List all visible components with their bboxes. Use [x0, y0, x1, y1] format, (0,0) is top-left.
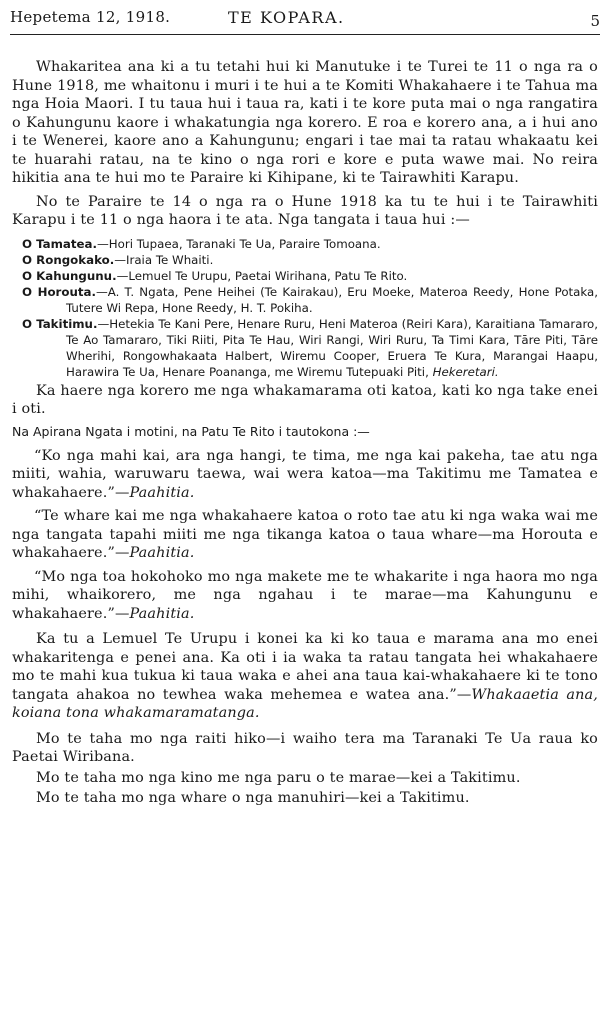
group-name: O Horouta.	[22, 284, 96, 299]
resolution-food	[12, 447, 598, 503]
group-members: —Hori Tupaea, Taranaki Te Ua, Paraire Tomoana.	[96, 236, 381, 251]
attendee-list	[12, 236, 598, 380]
attendee-group	[22, 316, 598, 380]
attendee-group	[22, 284, 598, 316]
clarification-status: Whakaaetia ana, koiana tona whakamaramatanga.	[12, 686, 598, 721]
group-members: —Hetekia Te Kani Pere, Henare Ruru, Heni Materoa (Reiri Kara), Karaitiana Tamararo, Te Ao Tamararo, Tiki Riiti, Pita Te Hau, Wiri Rangi, Wiri Ruru, Ta Timi Kara, Tāre Piti, Tāre Wherihi, Rongowhakaata Halbert, Wiremu Cooper, Eruera Te Kura, Marangai Haapu, Harawira Te Ua, Henare Poananga, me Wiremu Tutepuaki Piti,	[66, 316, 598, 379]
attendee-group	[22, 252, 598, 268]
attendee-group	[22, 268, 598, 284]
motion-line: Na Apirana Ngata i motini, na Patu Te Rito i tautokona :—	[12, 423, 370, 439]
group-members: —A. T. Ngata, Pene Heihei (Te Kairakau), Eru Moeke, Materoa Reedy, Hone Potaka, Tutere Wi Repa, Hone Reedy, H. T. Pokiha.	[66, 284, 598, 315]
paragraph-guest-houses: Mo te taha mo nga whare o nga manuhiri—kei a Takitimu.	[36, 790, 470, 806]
page-number: 5	[590, 12, 600, 30]
group-name: O Kahungunu.	[22, 268, 117, 283]
resolution-status: Paahitia.	[129, 545, 195, 561]
resolution-status: Paahitia.	[129, 605, 195, 622]
resolution-text: “Ko nga mahi kai, ara nga hangi, te tima, me nga kai pakeha, tae atu nga miiti, wahia, waruwaru taewa, wai wera katoa—ma Takitimu me Tamatea e whakahaere.”—	[12, 447, 598, 501]
attendee-group	[22, 236, 598, 252]
group-name: O Rongokako.	[22, 252, 115, 267]
header-title: TE KOPARA.	[228, 8, 345, 27]
group-members: —Iraia Te Whaiti.	[114, 252, 214, 267]
secretary-label: Hekeretari.	[432, 364, 499, 379]
group-name: O Tamatea.	[22, 236, 97, 251]
group-name: O Takitimu.	[22, 316, 98, 331]
paragraph-meeting-held: No te Paraire te 14 o nga ra o Hune 1918 ka tu te hui i te Tairawhiti Karapu i te 11 o nga haora i te ata. Nga tangata i taua hui :—	[12, 193, 598, 228]
page-header	[10, 4, 600, 35]
paragraph-clarification	[12, 630, 598, 723]
resolution-text: “Mo nga toa hokohoko mo nga makete me te whakarite i nga haora mo nga mihi, whaikorero, me nga ngahau i te marae—ma Kahungunu e whakahaere.”—	[12, 568, 598, 622]
paragraph-lighting: Mo te taha mo nga raiti hiko—i waiho tera ma Taranaki Te Ua raua ko Paetai Wiribana.	[12, 730, 598, 765]
resolution-dining-hall	[12, 507, 598, 563]
resolution-text: “Te whare kai me nga whakahaere katoa o roto tae atu ki nga waka wai me nga tangata tapahi miiti me nga tikanga katoa o taua whare—ma Horouta e whakahaere.”—	[12, 508, 598, 561]
clarification-text: Ka tu a Lemuel Te Urupu i konei ka ki ko taua e marama ana mo enei whakaritenga e penei ana. Ka oti i ia waka ta ratau tangata hei whakahaere mo te mahi kua tukua ki taua waka e ahei ana taua kai-whakahaere ki te tono tangata ahakoa no tewhea waka mehemea e watea ana.”—	[12, 631, 598, 703]
paragraph-marae-cleaning: Mo te taha mo nga kino me nga paru o te marae—kei a Takitimu.	[36, 769, 521, 786]
paragraph-meeting-arrangement: Whakaritea ana ki a tu tetahi hui ki Manutuke i te Turei te 11 o nga ra o Hune 1918, me whaitonu i muri i te hui a te Komiti Whakahaere i te Tahua ma nga Hoia Maori. I tu taua hui i taua ra, kati i te kore puta mai o nga rangatira o Kahungunu kaore i whakatungia nga korero. E roa e korero ana, a i hui ano i te Wenerei, kaore ano a Kahungunu; engari i tae mai ta ratau whakaatu kei te huarahi ratau, na te kino o nga rori e kore e puta wawe mai. No reira hikitia ana te hui mo te Paraire ki Kihipane, ki te Tairawhiti Karapu.	[12, 59, 598, 186]
header-date: Hepetema 12, 1918.	[10, 8, 171, 26]
resolution-status: Paahitia.	[129, 484, 195, 501]
resolution-shops	[12, 568, 598, 624]
group-members: —Lemuel Te Urupu, Paetai Wirihana, Patu Te Rito.	[116, 268, 408, 283]
paragraph-discussion: Ka haere nga korero me nga whakamarama oti katoa, kati ko nga take enei i oti.	[12, 382, 598, 417]
article-body	[12, 58, 598, 808]
